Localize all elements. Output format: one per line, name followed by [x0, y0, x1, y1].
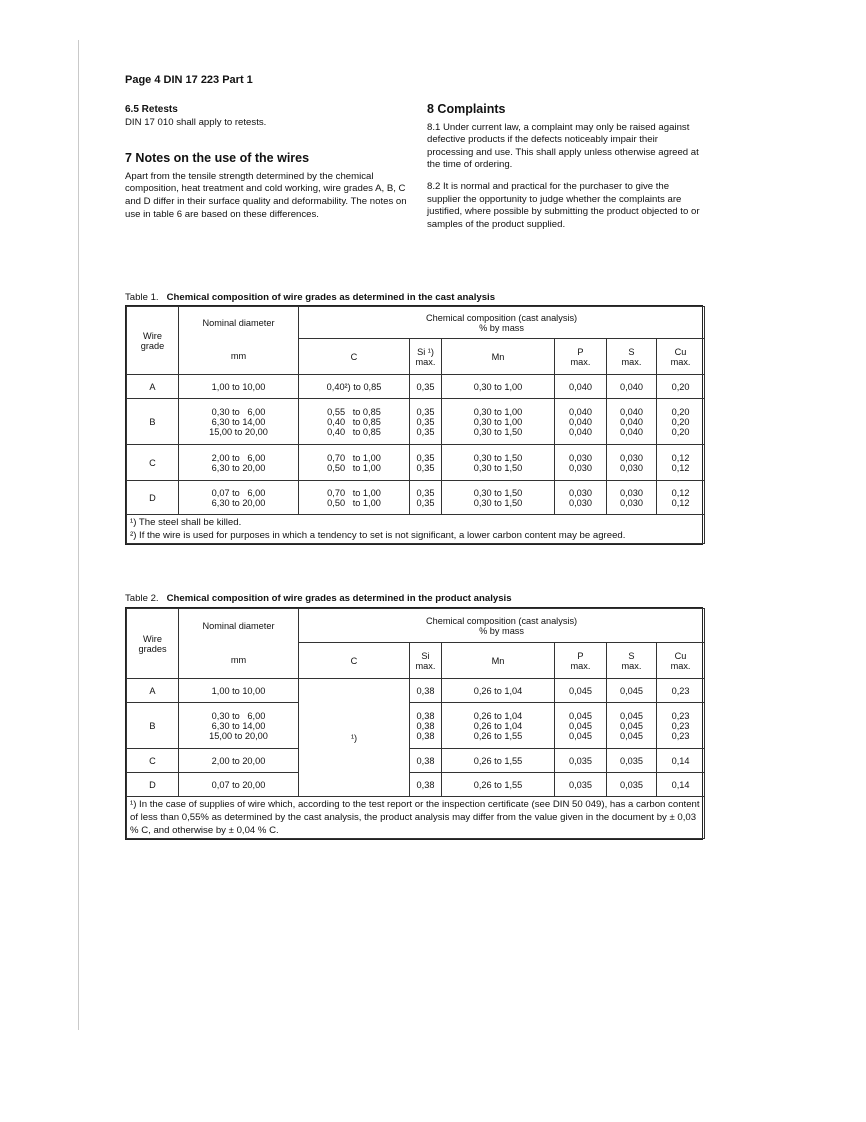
table-row [127, 749, 705, 773]
carbon-cell: 0,55 to 0,85 0,40 to 0,85 0,40 to 0,85 [327, 406, 381, 437]
table-row [127, 399, 705, 445]
table2-header-mm: mm [179, 643, 299, 679]
silicon-cell: 0,38 [410, 749, 442, 773]
table1-header-cu: Cu max. [670, 346, 691, 367]
table-row [127, 703, 705, 749]
phosphorus-cell: 0,045 [555, 679, 607, 703]
sulfur-cell: 0,040 0,040 0,040 [620, 406, 643, 437]
table1-footnote-2: ²) If the wire is used for purposes in which a tendency to set is not significant, a lower carbon content may be agreed. [130, 530, 626, 541]
table1-header-si: Si ¹) max. [415, 346, 436, 367]
table1-header-c: C [299, 339, 410, 375]
table2-caption-label: Table 2. [125, 593, 159, 604]
grade-cell: D [127, 481, 179, 515]
copper-cell: 0,12 0,12 [671, 452, 690, 473]
copper-cell: 0,20 [657, 375, 705, 399]
phosphorus-cell: 0,030 0,030 [569, 452, 592, 473]
table2-footnote-1: ¹) In the case of supplies of wire which, according to the test report or the inspection certificate (see DIN 50 049), has a carbon content of less than 0,55% as determined by the cast analysis, the product analysis may differ from the value given in the document by ± 0,03 % C, and otherwise by ± 0,04 % C. [130, 799, 700, 836]
carbon-cell: 0,70 to 1,00 0,50 to 1,00 [327, 452, 381, 473]
table-row [127, 375, 705, 399]
diameter-cell: 0,30 to 6,00 6,30 to 14,00 15,00 to 20,00 [209, 406, 268, 437]
silicon-cell: 0,38 0,38 0,38 [416, 710, 435, 741]
copper-cell: 0,23 [657, 679, 705, 703]
table1-header-diameter: Nominal diameter [179, 307, 299, 339]
grade-cell: A [127, 679, 179, 703]
diameter-cell: 0,07 to 20,00 [179, 773, 299, 797]
silicon-cell: 0,35 0,35 [416, 487, 435, 508]
table1-caption-text: Chemical composition of wire grades as determined in the cast analysis [166, 292, 496, 303]
copper-cell: 0,14 [657, 749, 705, 773]
notes-heading: 7 Notes on the use of the wires [125, 151, 310, 166]
sulfur-cell: 0,045 0,045 0,045 [620, 710, 643, 741]
silicon-cell: 0,35 0,35 0,35 [416, 406, 435, 437]
grade-cell: B [127, 399, 179, 445]
sulfur-cell: 0,040 [607, 375, 657, 399]
table2-header-si: Si max. [415, 650, 436, 671]
table1-header-s: S max. [621, 346, 642, 367]
table1-caption-label: Table 1. [125, 292, 159, 303]
table1 [125, 305, 703, 545]
table-row [127, 481, 705, 515]
page-header: Page 4 DIN 17 223 Part 1 [125, 74, 253, 86]
sulfur-cell: 0,035 [607, 773, 657, 797]
manganese-cell: 0,26 to 1,55 [442, 773, 555, 797]
silicon-cell: 0,38 [410, 773, 442, 797]
complaints-paragraph-2: 8.2 It is normal and practical for the purchaser to give the supplier the opportunity to judge whether the complaints are justified, where possible by submitting the product objected to or samples of the product supplied. [427, 180, 700, 230]
diameter-cell: 1,00 to 10,00 [179, 375, 299, 399]
table1-header-p: P max. [570, 346, 591, 367]
sulfur-cell: 0,035 [607, 749, 657, 773]
copper-cell: 0,14 [657, 773, 705, 797]
phosphorus-cell: 0,040 [555, 375, 607, 399]
complaints-heading: 8 Complaints [427, 102, 506, 116]
carbon-footnote-ref: ¹) [350, 732, 358, 743]
table-row [127, 445, 705, 481]
diameter-cell: 0,07 to 6,00 6,30 to 20,00 [211, 487, 266, 508]
complaints-paragraph-1: 8.1 Under current law, a complaint may only be raised against defective products if the defects noticeably impair their processing and use. This shall apply unless otherwise agreed at the time of ordering. [427, 121, 699, 171]
sulfur-cell: 0,030 0,030 [620, 452, 643, 473]
retests-text: DIN 17 010 shall apply to retests. [125, 116, 267, 128]
sulfur-cell: 0,030 0,030 [620, 487, 643, 508]
manganese-cell: 0,30 to 1,50 0,30 to 1,50 [473, 452, 523, 473]
silicon-cell: 0,35 0,35 [416, 452, 435, 473]
manganese-cell: 0,30 to 1,00 0,30 to 1,00 0,30 to 1,50 [473, 406, 523, 437]
manganese-cell: 0,30 to 1,50 0,30 to 1,50 [473, 487, 523, 508]
table2-caption-text: Chemical composition of wire grades as determined in the product analysis [166, 593, 512, 604]
phosphorus-cell: 0,035 [555, 773, 607, 797]
table2-header-s: S max. [621, 650, 642, 671]
table2-header-c: C [299, 643, 410, 679]
grade-cell: B [127, 703, 179, 749]
table2-header-p: P max. [570, 650, 591, 671]
copper-cell: 0,23 0,23 0,23 [671, 710, 690, 741]
diameter-cell: 2,00 to 20,00 [179, 749, 299, 773]
diameter-cell: 0,30 to 6,00 6,30 to 14,00 15,00 to 20,00 [209, 710, 268, 741]
manganese-cell: 0,26 to 1,04 [442, 679, 555, 703]
phosphorus-cell: 0,045 0,045 0,045 [569, 710, 592, 741]
table2-header-mn: Mn [442, 643, 555, 679]
table2-header-wire-grades: Wire grades [138, 633, 167, 654]
table1-footnote-1: ¹) The steel shall be killed. [130, 517, 242, 528]
manganese-cell: 0,26 to 1,55 [442, 749, 555, 773]
grade-cell: C [127, 445, 179, 481]
carbon-cell: 0,70 to 1,00 0,50 to 1,00 [327, 487, 381, 508]
phosphorus-cell: 0,040 0,040 0,040 [569, 406, 592, 437]
diameter-cell: 1,00 to 10,00 [179, 679, 299, 703]
table1-header-chem: Chemical composition (cast analysis) % by mass [425, 312, 578, 333]
page-margin-line [78, 40, 79, 1030]
table1-header-mn: Mn [442, 339, 555, 375]
manganese-cell: 0,26 to 1,04 0,26 to 1,04 0,26 to 1,55 [473, 710, 523, 741]
copper-cell: 0,20 0,20 0,20 [671, 406, 690, 437]
table1-caption [125, 292, 495, 303]
grade-cell: C [127, 749, 179, 773]
phosphorus-cell: 0,035 [555, 749, 607, 773]
carbon-cell: 0,40²) to 0,85 [299, 375, 410, 399]
grade-cell: D [127, 773, 179, 797]
notes-text: Apart from the tensile strength determined by the chemical composition, heat treatment and cold working, wire grades A, B, C and D differ in their surface quality and deformability. The notes on use in table 6 are based on these differences. [125, 170, 407, 220]
table2-header-diameter: Nominal diameter [179, 609, 299, 643]
table-row [127, 773, 705, 797]
manganese-cell: 0,30 to 1,00 [442, 375, 555, 399]
retests-heading: 6.5 Retests [125, 104, 178, 115]
diameter-cell: 2,00 to 6,00 6,30 to 20,00 [211, 452, 266, 473]
silicon-cell: 0,35 [410, 375, 442, 399]
table2-header-cu: Cu max. [670, 650, 691, 671]
silicon-cell: 0,38 [410, 679, 442, 703]
copper-cell: 0,12 0,12 [671, 487, 690, 508]
phosphorus-cell: 0,030 0,030 [569, 487, 592, 508]
table1-header-wire-grade: Wire grade [140, 330, 165, 351]
table2 [125, 607, 703, 840]
left-column [125, 104, 407, 230]
table2-footnotes [127, 797, 705, 839]
table2-header-chem: Chemical composition (cast analysis) % by mass [425, 615, 578, 636]
table2-caption [125, 593, 512, 604]
table-row [127, 679, 705, 703]
right-column [427, 103, 703, 240]
table1-footnotes [127, 515, 705, 544]
table1-header-mm: mm [179, 339, 299, 375]
grade-cell: A [127, 375, 179, 399]
sulfur-cell: 0,045 [607, 679, 657, 703]
